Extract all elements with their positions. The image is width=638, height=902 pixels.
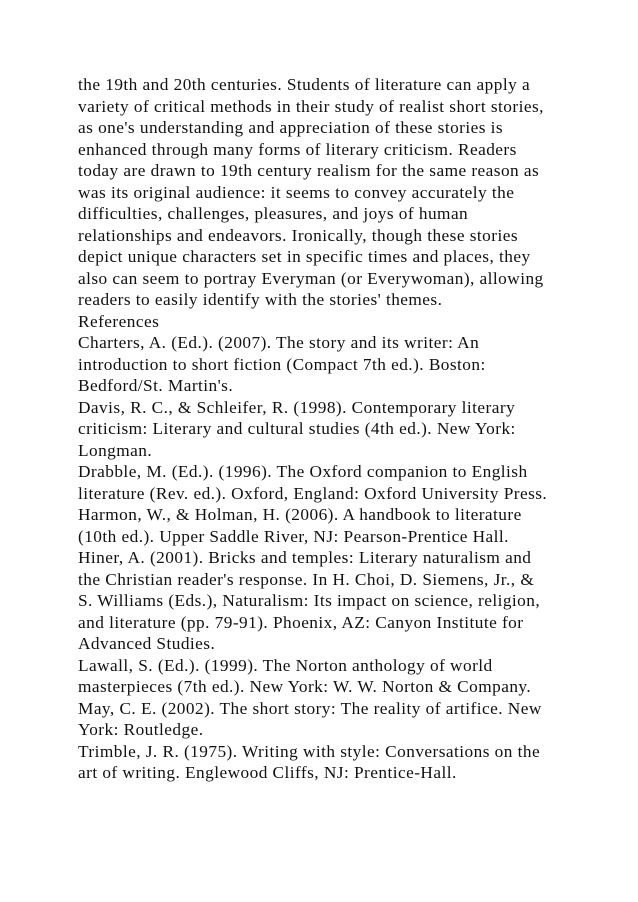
reference-line: Lawall, S. (Ed.). (1999). The Norton anthology of world: [78, 655, 493, 675]
reference-line: Trimble, J. R. (1975). Writing with style: Conversations on the: [78, 741, 541, 761]
body-line: was its original audience: it seems to convey accurately the: [78, 182, 515, 202]
reference-line: literature (Rev. ed.). Oxford, England: Oxford University Press.: [78, 483, 548, 503]
reference-line: the Christian reader's response. In H. Choi, D. Siemens, Jr., &: [78, 569, 535, 589]
body-line: also can seem to portray Everyman (or Everywoman), allowing: [78, 268, 544, 288]
reference-line: Bedford/St. Martin's.: [78, 376, 234, 395]
reference-line: Harmon, W., & Holman, H. (2006). A handbook to literature: [78, 505, 522, 524]
body-line: difficulties, challenges, pleasures, and joys of human: [78, 204, 469, 223]
reference-line: masterpieces (7th ed.). New York: W. W. Norton & Company.: [78, 677, 532, 696]
references-list: [78, 332, 618, 784]
body-line: depict unique characters set in specific times and places, they: [78, 247, 531, 266]
reference-line: Advanced Studies.: [78, 634, 216, 653]
body-line: enhanced through many forms of literary criticism. Readers: [78, 139, 517, 159]
body-line: as one's understanding and appreciation of these stories is: [78, 118, 504, 137]
body-line: readers to easily identify with the stories' themes.: [78, 290, 443, 309]
reference-line: York: Routledge.: [78, 720, 204, 739]
reference-line: (10th ed.). Upper Saddle River, NJ: Pearson-Prentice Hall.: [78, 526, 509, 546]
body-line: the 19th and 20th centuries. Students of literature can apply a: [78, 75, 531, 94]
document-page: [78, 74, 618, 784]
body-line: today are drawn to 19th century realism for the same reason as: [78, 161, 540, 180]
reference-line: Charters, A. (Ed.). (2007). The story and its writer: An: [78, 333, 480, 352]
body-line: relationships and endeavors. Ironically, though these stories: [78, 225, 519, 245]
reference-line: Hiner, A. (2001). Bricks and temples: Literary naturalism and: [78, 548, 532, 567]
reference-line: Davis, R. C., & Schleifer, R. (1998). Contemporary literary: [78, 397, 516, 417]
reference-line: Drabble, M. (Ed.). (1996). The Oxford companion to English: [78, 462, 528, 481]
reference-line: Longman.: [78, 440, 153, 460]
references-heading: References: [78, 311, 160, 331]
reference-line: introduction to short fiction (Compact 7th ed.). Boston:: [78, 354, 486, 374]
reference-line: art of writing. Englewood Cliffs, NJ: Prentice-Hall.: [78, 763, 457, 782]
reference-line: May, C. E. (2002). The short story: The reality of artifice. New: [78, 698, 542, 718]
reference-line: S. Williams (Eds.), Naturalism: Its impact on science, religion,: [78, 591, 541, 610]
body-paragraph: [78, 74, 618, 311]
reference-line: criticism: Literary and cultural studies (4th ed.). New York:: [78, 419, 516, 438]
body-line: variety of critical methods in their study of realist short stories,: [78, 96, 544, 116]
reference-line: and literature (pp. 79-91). Phoenix, AZ: Canyon Institute for: [78, 612, 524, 632]
